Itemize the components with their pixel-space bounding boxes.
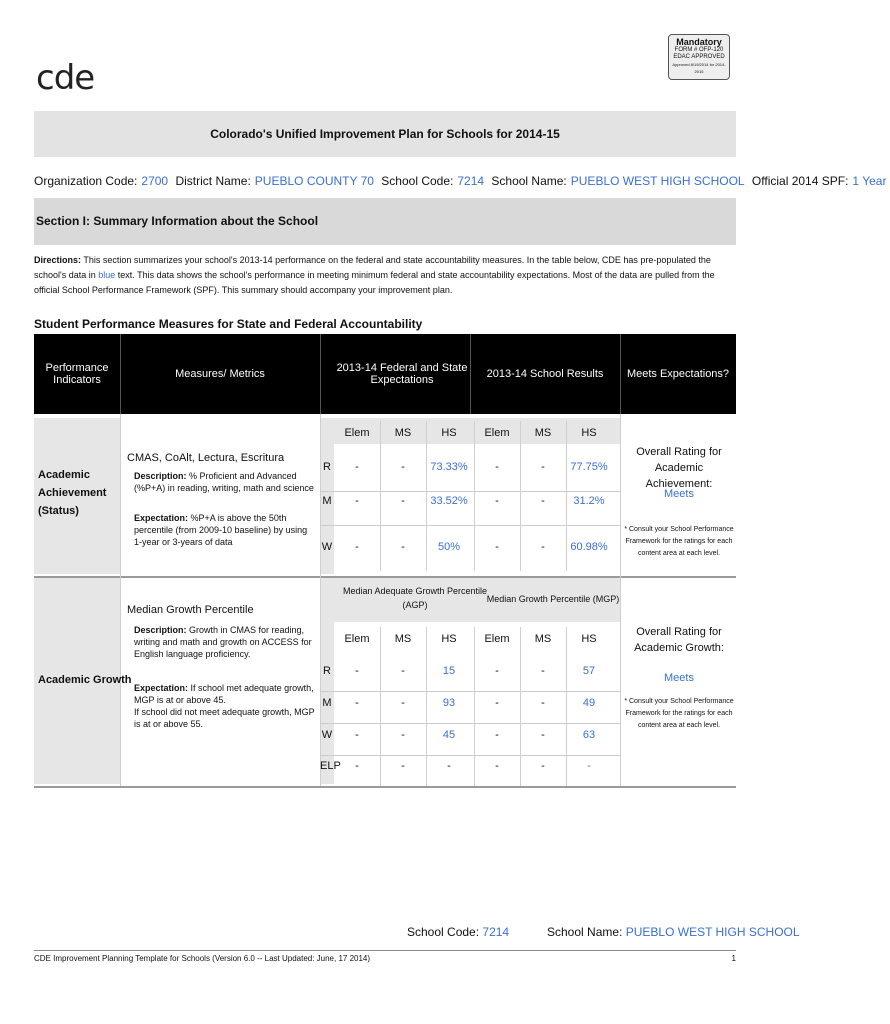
directions-part-b: text. This data shows the school's performance in meeting minimum federal and state accountability expectations. Most of the data are pulled from the official School Performance Framework (SPF). This summary should accompany your improvement plan. [34,270,715,295]
header-results: 2013-14 School Results [486,368,604,380]
row-label: M [322,697,332,709]
header-meets: Meets Expectations? [626,368,730,380]
school-code-value: 7214 [457,174,485,188]
achievement-expectation [134,512,316,548]
exp-label: Expectation: [134,513,189,523]
header-metrics: Measures/ Metrics [175,368,265,380]
directions-part-a: This section summarizes your school's 2013-14 performance on the federal and state accountability measures. In the table below, CDE has pre-populated the school's data in [34,255,711,280]
district-value: PUEBLO COUNTY 70 [254,174,374,188]
column-divider [566,421,567,571]
achievement-section [34,414,736,578]
desc-label: Description: [134,625,187,635]
column-header: MS [394,427,412,439]
column-header: HS [581,427,597,439]
table-cell: - [495,760,499,772]
desc-text: % Proficient and Advanced (%P+A) in reading, writing, math and science [134,471,314,493]
table-cell: - [355,729,359,741]
growth-section [34,576,736,788]
table-cell: - [401,495,405,507]
stamp-title: Mandatory [676,37,722,47]
table-cell: - [401,697,405,709]
table-cell: - [355,665,359,677]
table-cell: - [355,697,359,709]
table-cell: - [355,541,359,553]
table-cell: - [495,495,499,507]
growth-rating-title: Overall Rating for Academic Growth: [634,626,724,654]
bottom-school-code [407,925,509,939]
table-cell: 63 [582,729,596,741]
table-header [34,334,736,414]
bottom-school-name-label: School Name: [547,925,623,939]
column-divider [474,627,475,786]
exp-text: %P+A is above the 50th percentile (from 2009-10 baseline) by using 1-year or 3-years of data [134,513,308,547]
directions-blue-word: blue [98,270,116,280]
column-header: MS [394,633,412,645]
achievement-indicator: Academic Achievement (Status) [38,469,107,517]
footer-text: CDE Improvement Planning Template for Schools (Version 6.0 -- Last Updated: June, 17 2014) [34,954,371,963]
page-title: Colorado's Unified Improvement Plan for Schools for 2014-15 [34,111,736,157]
column-divider [520,421,521,571]
table-cell: - [495,461,499,473]
bottom-school-code-value: 7214 [482,925,510,939]
org-code-value: 2700 [141,174,169,188]
column-divider [380,421,381,571]
table-cell: - [401,729,405,741]
table-cell: - [587,760,591,772]
table-cell: 49 [582,697,596,709]
column-divider [520,627,521,786]
achievement-metric-title: CMAS, CoAlt, Lectura, Escritura [127,452,285,464]
desc-text: Growth in CMAS for reading, writing and math and growth on ACCESS for English language proficiency. [134,625,312,659]
desc-label: Description: [134,471,187,481]
directions-text [34,253,738,298]
table-cell: - [495,729,499,741]
growth-note: * Consult your School Performance Framework for the ratings for each content area at each level. [624,698,734,729]
table-cell: - [541,697,545,709]
bottom-school-name [547,925,800,939]
directions-lead: Directions: [34,255,82,265]
agp-header: Median Adequate Growth Percentile (AGP) [342,586,488,610]
table-cell: 33.52% [430,495,468,507]
stamp-line: FORM # OFP-120 [674,47,724,53]
row-label: R [323,461,331,473]
table-cell: - [541,665,545,677]
school-code-label: School Code: [381,174,454,188]
table-cell: - [355,461,359,473]
page-footer [34,950,736,963]
table-cell: - [401,760,405,772]
table-cell: - [541,760,545,772]
table-cell: - [541,461,545,473]
exp-label: Expectation: [134,683,189,693]
spf-value: 1 Year [852,174,887,188]
row-divider [320,723,620,724]
exp-text-2: If school did not meet adequate growth, MGP is at or above 55. [134,707,315,729]
stamp-line: Approved 8/19/2014 for 2014-2015 [672,62,726,74]
page-number: 1 [731,954,736,963]
column-divider [426,421,427,571]
school-name-value: PUEBLO WEST HIGH SCHOOL [570,174,745,188]
row-label: R [323,665,331,677]
column-header: MS [534,633,552,645]
table-cell: - [355,760,359,772]
mandatory-stamp [668,34,730,80]
table-cell: - [541,541,545,553]
cde-logo: cde [36,58,95,98]
growth-rating: Meets [664,672,694,684]
column-divider [474,421,475,571]
column-divider [426,627,427,786]
table-cell: - [495,697,499,709]
growth-expectation [134,682,316,730]
table-cell: 15 [442,665,456,677]
column-header: MS [534,427,552,439]
mgp-header: Median Growth Percentile (MGP) [486,594,620,604]
table-cell: 45 [442,729,456,741]
achievement-note: * Consult your School Performance Framework for the ratings for each content area at each level. [624,526,734,557]
row-divider [320,691,620,692]
row-divider [320,491,620,492]
header-indicators: Performance Indicators [45,362,109,386]
table-cell: 60.98% [570,541,608,553]
column-header: HS [441,427,457,439]
row-label: W [321,541,333,553]
achievement-rating: Meets [664,488,694,500]
school-name-label: School Name: [491,174,567,188]
table-cell: - [447,760,451,772]
row-label: M [322,495,332,507]
table-cell: - [541,495,545,507]
table-cell: - [495,541,499,553]
table-cell: - [401,541,405,553]
achievement-rating-title: Overall Rating for Academic Achievement: [636,446,722,490]
table-title: Student Performance Measures for State and Federal Accountability [34,317,423,331]
column-header: Elem [484,427,510,439]
table-cell: - [401,665,405,677]
table-cell: 31.2% [573,495,605,507]
table-cell: - [401,461,405,473]
stamp-line: EDAC APPROVED [673,54,725,60]
achievement-description [134,470,314,494]
bottom-school-code-label: School Code: [407,925,480,939]
header-expectations: 2013-14 Federal and State Expectations [336,362,468,386]
table-cell: 57 [582,665,596,677]
exp-text: If school met adequate growth, MGP is at or above 45. [134,683,314,705]
table-cell: 50% [437,541,461,553]
spf-label: Official 2014 SPF: [751,174,849,188]
row-divider [320,525,620,526]
column-header: Elem [484,633,510,645]
column-divider [380,627,381,786]
org-info [34,174,890,188]
table-cell: 73.33% [430,461,468,473]
row-divider [320,755,620,756]
table-cell: 77.75% [570,461,608,473]
column-header: Elem [344,427,370,439]
table-cell: - [355,495,359,507]
column-header: HS [581,633,597,645]
growth-indicator: Academic Growth [38,674,132,686]
growth-description [134,624,314,660]
row-label: ELP [320,760,341,772]
column-divider [566,627,567,786]
section-title: Section I: Summary Information about the School [34,198,736,245]
growth-metric-title: Median Growth Percentile [127,604,254,616]
table-cell: - [495,665,499,677]
table-cell: - [541,729,545,741]
district-label: District Name: [175,174,251,188]
column-header: HS [441,633,457,645]
org-code-label: Organization Code: [34,174,138,188]
table-cell: 93 [442,697,456,709]
row-label: W [321,729,333,741]
bottom-school-name-value: PUEBLO WEST HIGH SCHOOL [625,925,800,939]
column-header: Elem [344,633,370,645]
